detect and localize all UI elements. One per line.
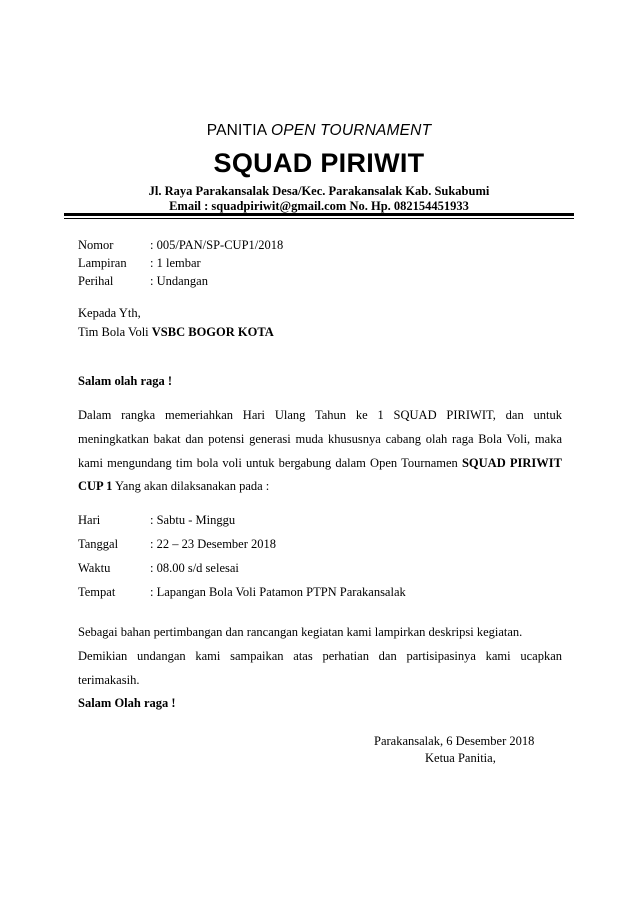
event-value: : 22 – 23 Desember 2018: [150, 537, 277, 551]
meta-value: : 1 lembar: [150, 256, 201, 270]
meta-label: Nomor: [78, 238, 114, 252]
recipient-greeting: Kepada Yth,: [78, 306, 141, 320]
meta-value: : 005/PAN/SP-CUP1/2018: [150, 238, 284, 252]
letterhead-divider-thick: [64, 213, 574, 216]
paragraph1-line3-bold: SQUAD PIRIWIT: [461, 456, 562, 470]
letterhead-divider-thin: [64, 218, 574, 219]
meta-value: : Undangan: [150, 274, 208, 288]
event-label: Tempat: [78, 585, 116, 599]
event-value: : Lapangan Bola Voli Patamon PTPN Parakansalak: [150, 585, 406, 599]
paragraph1-line1: Dalam rangka memeriahkan Hari Ulang Tahun ke 1 SQUAD PIRIWIT, dan untuk: [78, 408, 562, 422]
letterhead-address: [0, 184, 638, 214]
recipient-prefix: Tim Bola Voli: [78, 325, 152, 339]
event-value: : Sabtu - Minggu: [150, 513, 236, 527]
address-line: Jl. Raya Parakansalak Desa/Kec. Parakansalak Kab. Sukabumi: [148, 184, 490, 198]
paragraph1-line4: [78, 479, 562, 494]
contact-line: Email : squadpiriwit@gmail.com No. Hp. 082154451933: [169, 199, 469, 213]
meta-label: Lampiran: [78, 256, 127, 270]
recipient-team: VSBC BOGOR KOTA: [151, 325, 274, 339]
event-value: : 08.00 s/d selesai: [150, 561, 239, 575]
paragraph1-line4-bold: CUP 1: [78, 479, 113, 493]
signature-place-date: Parakansalak, 6 Desember 2018: [374, 734, 535, 748]
event-label: Hari: [78, 513, 101, 527]
page-title: SQUAD PIRIWIT: [213, 148, 425, 178]
paragraph1-line3-text: kami mengundang tim bola voli untuk bergabung dalam Open Tournamen: [78, 456, 462, 470]
paragraph2-line3: terimakasih.: [78, 673, 140, 687]
meta-label: Perihal: [78, 274, 114, 288]
signature-role: Ketua Panitia,: [425, 751, 496, 765]
salutation: Salam olah raga !: [78, 374, 173, 388]
paragraph2-line2: Demikian undangan kami sampaikan atas perhatian dan partisipasinya kami ucapkan: [78, 649, 562, 663]
org-heading: [0, 122, 638, 140]
event-label: Tanggal: [78, 537, 119, 551]
event-label: Waktu: [78, 561, 111, 575]
paragraph1-line3: [78, 456, 562, 471]
paragraph1-line4-text: Yang akan dilaksanakan pada :: [112, 479, 270, 493]
closing-salutation: Salam Olah raga !: [78, 696, 176, 710]
recipient-line: [78, 325, 562, 340]
org-prefix: PANITIA: [206, 122, 271, 139]
org-italic: OPEN TOURNAMENT: [270, 122, 432, 139]
paragraph1-line2: meningkatkan bakat dan potensi generasi muda khususnya cabang olah raga Bola Voli, maka: [78, 432, 562, 446]
paragraph2-line1: Sebagai bahan pertimbangan dan rancangan kegiatan kami lampirkan deskripsi kegiatan.: [78, 625, 523, 639]
